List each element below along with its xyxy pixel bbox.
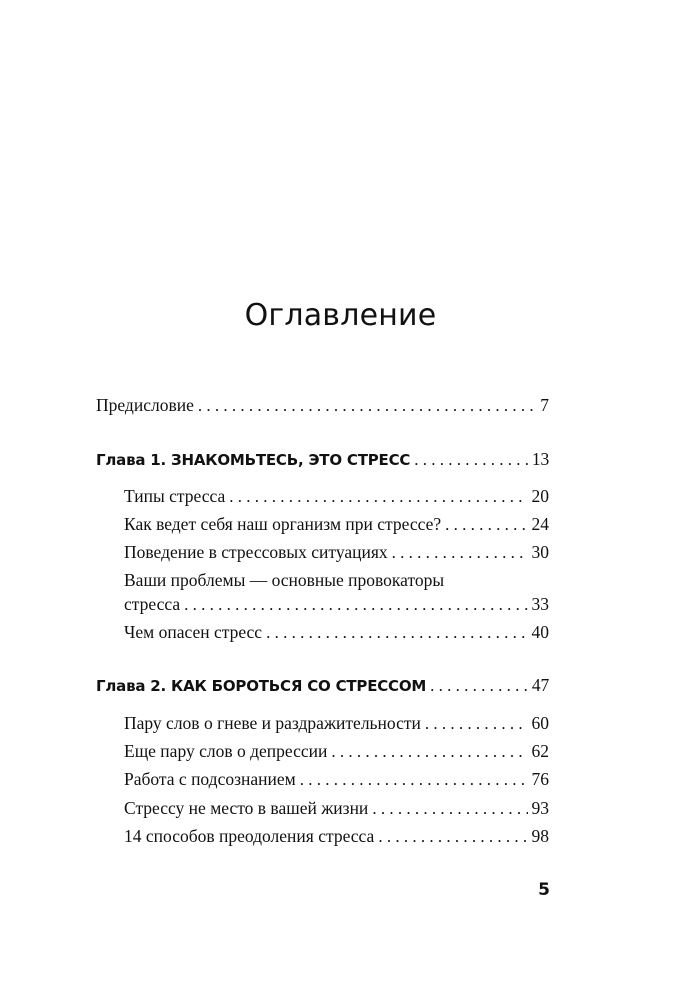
dot-leader: [300, 768, 528, 792]
dot-leader: [392, 541, 528, 565]
toc-page-number: 76: [531, 769, 549, 789]
toc-section-label: Пару слов о гневе и раздражительности: [124, 713, 421, 733]
toc-page-number: 30: [531, 542, 549, 562]
dot-leader: [378, 825, 527, 849]
toc-section[interactable]: [124, 824, 549, 849]
toc-section-label: Чем опасен стресс: [124, 622, 263, 642]
dot-leader: [229, 485, 527, 509]
toc-page-number: 47: [531, 675, 549, 695]
toc-page-number: 20: [531, 486, 549, 506]
dot-leader: [372, 797, 527, 821]
toc-section-label: Как ведет себя наш организм при стрессе?: [124, 514, 442, 534]
dot-leader: [414, 448, 528, 472]
dot-leader: [184, 593, 527, 617]
toc-section[interactable]: [124, 620, 549, 645]
toc-section[interactable]: [124, 512, 549, 537]
toc-section-label: 14 способов преодоления стресса: [124, 826, 375, 846]
toc-page-number: 98: [531, 826, 549, 846]
toc-section[interactable]: [124, 796, 549, 821]
toc-section[interactable]: [124, 592, 549, 617]
toc-section-label: Работа с подсознанием: [124, 769, 296, 789]
dot-leader: [425, 712, 528, 736]
toc-section-label: Типы стресса: [124, 486, 226, 506]
toc-section-label-line1: Ваши проблемы — основные провокаторы: [124, 570, 445, 590]
toc-page-number: 24: [531, 514, 549, 534]
toc-section-label: Стрессу не место в вашей жизни: [124, 798, 369, 818]
toc-chapter-label: Глава 2. КАК БОРОТЬСЯ СО СТРЕССОМ: [96, 677, 427, 695]
toc-page-number: 33: [531, 594, 549, 614]
toc-page-number: 40: [531, 622, 549, 642]
toc-section-label: стресса: [124, 594, 181, 614]
toc-section[interactable]: [124, 767, 549, 792]
toc-section-label: Поведение в стрессовых ситуациях: [124, 542, 388, 562]
toc-chapter-2[interactable]: [96, 673, 549, 698]
page-number: 5: [538, 880, 550, 900]
toc-entry-label: Предисловие: [96, 395, 194, 415]
dot-leader: [331, 740, 527, 764]
toc-section[interactable]: [124, 484, 549, 509]
toc-page-number: 13: [531, 449, 549, 469]
dot-leader: [266, 621, 527, 645]
dot-leader: [198, 394, 536, 418]
toc-section[interactable]: [124, 739, 549, 764]
dot-leader: [430, 674, 528, 698]
toc-page-number: 7: [540, 395, 549, 415]
dot-leader: [445, 513, 527, 537]
page-title: Оглавление: [244, 298, 437, 333]
toc-entry-preface[interactable]: [96, 393, 549, 418]
toc-chapter-1[interactable]: [96, 447, 549, 472]
toc-page-number: 62: [531, 741, 549, 761]
toc-page-number: 60: [531, 713, 549, 733]
toc-section-label: Еще пару слов о депрессии: [124, 741, 328, 761]
toc-section[interactable]: [124, 711, 549, 736]
toc-chapter-label: Глава 1. ЗНАКОМЬТЕСЬ, ЭТО СТРЕСС: [96, 451, 411, 469]
toc-page-number: 93: [531, 798, 549, 818]
toc-section[interactable]: [124, 540, 549, 565]
